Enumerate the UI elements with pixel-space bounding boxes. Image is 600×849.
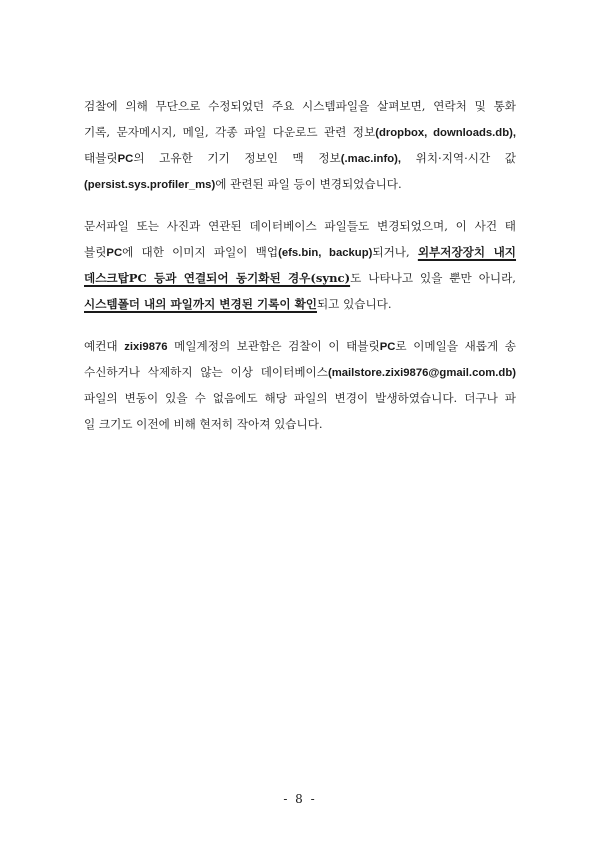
text-run: PC — [106, 247, 123, 259]
text-line — [84, 93, 516, 119]
text-run: (efs.bin, backup) — [278, 247, 373, 259]
text-run: 에 대한 이미지 파일이 백업 — [122, 245, 279, 259]
text-run: PC — [117, 153, 134, 165]
paragraph-mail-account — [84, 333, 516, 437]
text-line — [84, 291, 516, 317]
text-run: (mailstore.zixi9876@gmail.com.db) — [327, 367, 516, 379]
text-run: 파일의 변동이 있을 수 없음에도 해당 파일의 변경이 발생하였습니다. 더구나 파 — [84, 391, 516, 405]
text-run: 일 크기도 이전에 비해 현저히 작아져 있습니다. — [84, 417, 323, 431]
text-run: 에 관련된 파일 등이 변경되었습니다. — [215, 177, 402, 191]
text-line — [84, 213, 516, 239]
text-run: 위치·지역·시간 값 — [401, 151, 516, 165]
text-run: 기록, 문자메시지, 메일, 각종 파일 다운로드 관련 정보 — [84, 125, 376, 139]
text-line — [84, 411, 516, 437]
emphasized-text: 데스크탑PC 등과 연결되어 동기화된 경우(sync) — [84, 271, 351, 285]
text-run: 되거나, — [372, 245, 418, 259]
text-run: 수신하거나 삭제하지 않는 이상 데이터베이스 — [84, 365, 328, 379]
text-line — [84, 171, 516, 197]
text-run: (dropbox, downloads.db), — [375, 127, 516, 139]
text-run: 예컨대 — [84, 339, 125, 353]
text-line — [84, 265, 516, 291]
text-line — [84, 385, 516, 411]
text-run: 로 이메일을 새롭게 송 — [395, 339, 516, 353]
page-number: - 8 - — [283, 792, 317, 806]
text-run: 검찰에 의해 무단으로 수정되었던 주요 시스템파일을 살펴보면, 연락처 및 통화 — [84, 99, 516, 113]
text-line — [84, 239, 516, 265]
emphasized-text: 시스템폴더 내의 파일까지 변경된 기록이 확인 — [84, 297, 317, 311]
paragraph-system-files — [84, 93, 516, 197]
text-line — [84, 119, 516, 145]
emphasized-text: 외부저장장치 내지 — [417, 245, 517, 259]
text-run: (.mac.info), — [340, 153, 402, 165]
paragraph-database-files — [84, 213, 516, 317]
text-run: 블릿 — [84, 245, 107, 259]
text-run: 의 고유한 기기 정보인 맥 정보 — [133, 151, 341, 165]
text-line — [84, 145, 516, 171]
text-run: (persist.sys.profiler_ms) — [84, 179, 216, 191]
text-run: zixi9876 — [124, 341, 168, 353]
text-run: 도 나타나고 있을 뿐만 아니라, — [350, 271, 516, 285]
text-line — [84, 333, 516, 359]
text-run: PC — [379, 341, 396, 353]
text-run: 메일계정의 보관함은 검찰이 이 태블릿 — [167, 339, 380, 353]
text-run: 문서파일 또는 사진과 연관된 데이터베이스 파일들도 변경되었으며, 이 사건 태 — [84, 219, 516, 233]
text-line — [84, 359, 516, 385]
text-run: 태블릿 — [84, 151, 118, 165]
text-run: 되고 있습니다. — [316, 297, 392, 311]
